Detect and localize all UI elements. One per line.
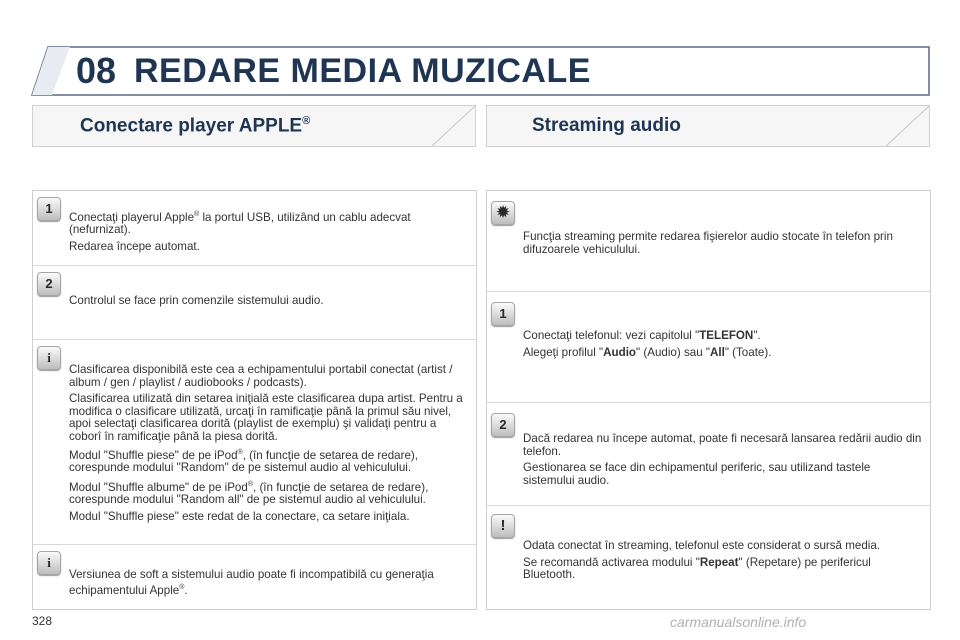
sun-icon: ✹ — [491, 201, 515, 225]
block-text — [523, 433, 924, 491]
section-title-streaming: Streaming audio — [532, 115, 681, 136]
block-text — [69, 569, 470, 601]
paragraph: Clasificarea utilizată din setarea iniţială este clasificarea dupa artist. Pentru a modifica o clasificare utilizată, urcaţi în ramificaţie până la primul său nivel, apoi selectaţi clasificarea dorită (playlist de exemplu) şi validaţi pentru a coborî în ramificaţie până la piesa dorită. — [69, 392, 463, 443]
block-text — [523, 330, 924, 363]
info-block — [33, 545, 476, 609]
right-panel — [486, 190, 931, 610]
block-text — [523, 231, 924, 260]
number-1-icon: 1 — [37, 197, 61, 221]
block-text — [523, 540, 924, 586]
chapter-header — [30, 46, 930, 96]
number-2-icon: 2 — [491, 413, 515, 437]
paragraph: Se recomandă activarea modului "Repeat" (Repetare) pe perifericul Bluetooth. — [523, 555, 871, 581]
section-heading-right — [486, 105, 930, 147]
block-text — [69, 209, 470, 257]
paragraph: Modul "Shuffle piese" de pe iPod®, (în funcţie de setarea de redare), corespunde modului "Random" de pe sistemul audio al vehiculului. — [69, 448, 418, 475]
paragraph: Conectaţi playerul Apple® la portul USB, utilizând un cablu adecvat (nefurnizat). — [69, 210, 411, 237]
info-icon: i — [37, 346, 61, 370]
paragraph: Clasificarea disponibilă este cea a echipamentului portabil conectat (artist / album / gen / playlist / audiobooks / podcasts). — [69, 363, 453, 389]
instruction-block — [487, 403, 930, 506]
info-block — [33, 340, 476, 545]
paragraph: Odata conectat în streaming, telefonul este considerat o sursă media. — [523, 539, 881, 552]
page-number: 328 — [32, 614, 53, 628]
paragraph: Funcţia streaming permite redarea fişierelor audio stocate în telefon prin difuzoarele vehiculului. — [523, 230, 893, 256]
section-heading-left — [32, 105, 476, 147]
instruction-block — [33, 266, 476, 340]
paragraph: Dacă redarea nu începe automat, poate fi necesară lansarea redării audio din telefon. — [523, 432, 922, 458]
section-title-apple: Conectare player APPLE® — [80, 115, 311, 137]
info-icon: i — [37, 551, 61, 575]
chapter-number: 08 — [76, 50, 117, 91]
paragraph: Conectaţi telefonul: vezi capitolul "TELEFON". — [523, 329, 761, 342]
paragraph: Redarea începe automat. — [69, 239, 200, 253]
paragraph: Alegeţi profilul "Audio" (Audio) sau "All" (Toate). — [523, 345, 772, 359]
number-1-icon: 1 — [491, 302, 515, 326]
feature-block — [487, 191, 930, 292]
paragraph: Modul "Shuffle albume" de pe iPod®, (în funcţie de setarea de redare), corespunde modului "Random all" de pe sistemul audio al vehiculului. — [69, 480, 429, 507]
instruction-block — [33, 191, 476, 266]
watermark: carmanualsonline.info — [670, 614, 807, 630]
block-text — [69, 295, 470, 312]
block-text — [69, 364, 470, 527]
chapter-title: REDARE MEDIA MUZICALE — [134, 52, 591, 90]
paragraph: Modul "Shuffle piese" este redat de la conectare, ca setare iniţiala. — [69, 509, 410, 523]
instruction-block — [487, 292, 930, 403]
paragraph: Versiunea de soft a sistemului audio poate fi incompatibilă cu generaţia echipamentului Apple®. — [69, 568, 434, 597]
left-panel — [32, 190, 477, 610]
paragraph: Gestionarea se face din echipamentul periferic, sau utilizand tastele sistemului audio. — [523, 461, 871, 487]
paragraph: Controlul se face prin comenzile sistemului audio. — [69, 294, 324, 307]
warning-block — [487, 506, 930, 609]
warning-icon: ! — [491, 514, 515, 538]
number-2-icon: 2 — [37, 272, 61, 296]
